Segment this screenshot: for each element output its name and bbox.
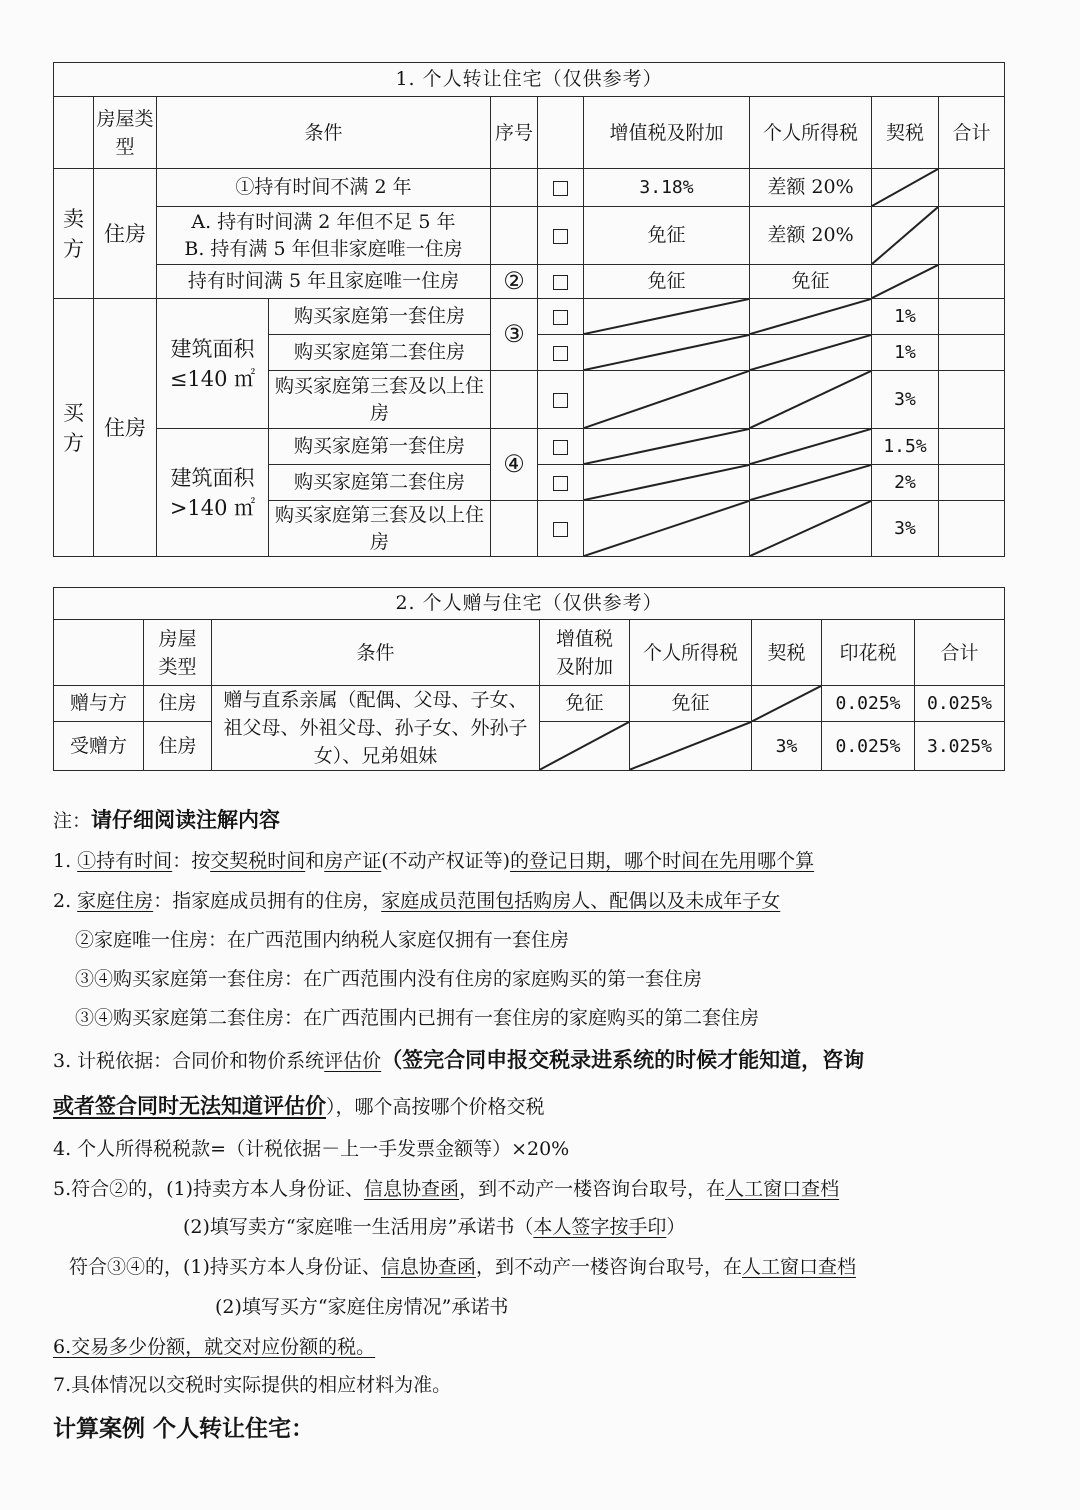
header-vat: 增值税及附加 xyxy=(584,97,750,169)
seller-condition-2a: A. 持有时间满 2 年但不足 5 年 xyxy=(191,210,456,233)
diagonal-slash xyxy=(872,169,938,206)
note-number: 1. xyxy=(53,850,78,872)
note-text: ：指家庭成员拥有的住房， xyxy=(153,890,382,912)
buyer-seq-4: ④ xyxy=(491,429,538,501)
diagonal-slash xyxy=(752,686,821,721)
buyer-vat-1 xyxy=(584,299,750,335)
buyer-desc-1: 购买家庭第一套住房 xyxy=(269,299,491,335)
buyer-area-small: 建筑面积≤140 ㎡ xyxy=(157,299,269,429)
note-bold: （签完合同申报交税录进系统的时候才能知道，咨询 xyxy=(381,1047,865,1072)
note-5-buyer xyxy=(69,1252,856,1279)
buyer-desc-5: 购买家庭第二套住房 xyxy=(269,465,491,501)
table-title: 2. 个人赠与住宅（仅供参考） xyxy=(54,588,1005,620)
case-title: 计算案例 个人转让住宅： xyxy=(53,1415,315,1442)
donor-label: 赠与方 xyxy=(54,686,144,722)
buyer-checkbox-4[interactable] xyxy=(538,429,584,465)
buyer-total-1 xyxy=(939,299,1005,335)
buyer-checkbox-1[interactable] xyxy=(538,299,584,335)
seller-label: 卖方 xyxy=(54,169,94,299)
diagonal-slash xyxy=(750,299,871,334)
donor-stamp: 0.025% xyxy=(822,686,915,722)
donor-total: 0.025% xyxy=(915,686,1005,722)
note-underlined: 房产证 xyxy=(324,850,382,872)
buyer-total-5 xyxy=(939,465,1005,501)
note-underlined: ，哪个时间在先用哪个算 xyxy=(605,850,815,872)
seller-condition-2 xyxy=(157,207,491,265)
diagonal-slash xyxy=(584,299,749,334)
note-5-sub xyxy=(183,1212,685,1239)
note-term: 家庭住房 xyxy=(77,890,154,912)
buyer-income-6 xyxy=(750,501,872,557)
seller-deed-1 xyxy=(872,169,939,207)
seller-condition-2b: B. 持有满 5 年但非家庭唯一住房 xyxy=(184,237,463,260)
note-bold: 或者签合同时无法知道评估价 xyxy=(53,1093,326,1118)
seller-income-1: 差额 20% xyxy=(750,169,872,207)
buyer-area-large: 建筑面积>140 ㎡ xyxy=(157,429,269,557)
note-text: 符合③④的，(1)持买方本人身份证、 xyxy=(69,1256,381,1278)
buyer-vat-3 xyxy=(584,371,750,429)
transfer-tax-table xyxy=(53,62,1005,557)
note-4: 4. 个人所得税税款=（计税依据－上一手发票金额等）×20% xyxy=(53,1138,570,1160)
seller-checkbox-3[interactable] xyxy=(538,265,584,299)
header-house-type: 房屋类型 xyxy=(94,97,157,169)
diagonal-slash xyxy=(872,265,938,298)
buyer-house-type: 住房 xyxy=(94,299,157,557)
buyer-checkbox-5[interactable] xyxy=(538,465,584,501)
buyer-vat-2 xyxy=(584,335,750,371)
diagonal-slash xyxy=(750,465,871,500)
note-underlined: 家庭成员范围包括购房人、配偶以及未成年子女 xyxy=(381,890,781,912)
donor-deed xyxy=(752,686,822,722)
seller-condition-1: ①持有时间不满 2 年 xyxy=(157,169,491,207)
seller-deed-2 xyxy=(872,207,939,265)
buyer-desc-3: 购买家庭第三套及以上住房 xyxy=(269,371,491,429)
note-2-sub-3: ③④购买家庭第二套住房：在广西范围内已拥有一套住房的家庭购买的第二套住房 xyxy=(75,1007,760,1029)
buyer-income-2 xyxy=(750,335,872,371)
buyer-seq-empty-2 xyxy=(491,501,538,557)
gift-tax-table xyxy=(53,587,1005,771)
note-text: (不动产权证等) xyxy=(381,850,511,872)
seller-total-3 xyxy=(939,265,1005,299)
donee-deed: 3% xyxy=(752,722,822,771)
diagonal-slash xyxy=(540,722,629,770)
seller-seq-1 xyxy=(491,169,538,207)
header-condition: 条件 xyxy=(212,620,540,686)
note-2 xyxy=(53,886,780,913)
header-stamp-tax: 印花税 xyxy=(822,620,915,686)
note-underlined: 信息协查函 xyxy=(380,1256,476,1278)
seller-seq-3: ② xyxy=(491,265,538,299)
note-text: ，到不动产一楼咨询台取号，在 xyxy=(459,1178,726,1200)
header-seq: 序号 xyxy=(491,97,538,169)
gift-condition: 赠与直系亲属（配偶、父母、子女、祖父母、外祖父母、孙子女、外孙子女）、兄弟姐妹 xyxy=(212,686,540,771)
note-3 xyxy=(53,1044,864,1074)
buyer-income-1 xyxy=(750,299,872,335)
donor-income: 免征 xyxy=(630,686,752,722)
note-number: 2. xyxy=(53,890,78,912)
buyer-total-3 xyxy=(939,371,1005,429)
donee-total: 3.025% xyxy=(915,722,1005,771)
diagonal-slash xyxy=(872,207,938,264)
header-checkbox xyxy=(538,97,584,169)
buyer-income-5 xyxy=(750,465,872,501)
buyer-deed-3: 3% xyxy=(872,371,939,429)
diagonal-slash xyxy=(750,335,871,370)
buyer-total-6 xyxy=(939,501,1005,557)
header-house-type: 房屋类型 xyxy=(144,620,212,686)
donee-vat xyxy=(540,722,630,771)
donor-house-type: 住房 xyxy=(144,686,212,722)
note-underlined: 的登记日期 xyxy=(510,850,606,872)
diagonal-slash xyxy=(584,465,749,500)
header-party xyxy=(54,620,144,686)
buyer-desc-6: 购买家庭第三套及以上住房 xyxy=(269,501,491,557)
donee-label: 受赠方 xyxy=(54,722,144,771)
buyer-vat-4 xyxy=(584,429,750,465)
donee-income xyxy=(630,722,752,771)
diagonal-slash xyxy=(584,429,749,464)
seller-seq-2 xyxy=(491,207,538,265)
diagonal-slash xyxy=(584,501,749,556)
notes-prefix: 注： xyxy=(53,810,92,832)
note-text: 5.符合②的，(1)持卖方本人身份证、 xyxy=(53,1178,365,1200)
donee-stamp: 0.025% xyxy=(822,722,915,771)
seller-checkbox-1[interactable] xyxy=(538,169,584,207)
note-term: ①持有时间 xyxy=(77,850,173,872)
buyer-total-2 xyxy=(939,335,1005,371)
buyer-deed-1: 1% xyxy=(872,299,939,335)
diagonal-slash xyxy=(584,371,749,428)
buyer-vat-5 xyxy=(584,465,750,501)
buyer-checkbox-3[interactable] xyxy=(538,371,584,429)
note-2-sub-2: ③④购买家庭第一套住房：在广西范围内没有住房的家庭购买的第一套住房 xyxy=(75,968,703,990)
diagonal-slash xyxy=(750,371,871,428)
buyer-desc-2: 购买家庭第二套住房 xyxy=(269,335,491,371)
note-text: ：按 xyxy=(172,850,211,872)
header-deed-tax: 契税 xyxy=(872,97,939,169)
buyer-deed-5: 2% xyxy=(872,465,939,501)
donor-vat: 免征 xyxy=(540,686,630,722)
note-7: 7.具体情况以交税时实际提供的相应材料为准。 xyxy=(53,1374,452,1396)
header-total: 合计 xyxy=(915,620,1005,686)
header-vat: 增值税及附加 xyxy=(540,620,630,686)
seller-checkbox-2[interactable] xyxy=(538,207,584,265)
header-party xyxy=(54,97,94,169)
buyer-deed-6: 3% xyxy=(872,501,939,557)
seller-total-1 xyxy=(939,169,1005,207)
buyer-total-4 xyxy=(939,429,1005,465)
table-title: 1. 个人转让住宅（仅供参考） xyxy=(54,63,1005,97)
header-income-tax: 个人所得税 xyxy=(630,620,752,686)
note-2-sub-1: ②家庭唯一住房：在广西范围内纳税人家庭仅拥有一套住房 xyxy=(75,929,570,951)
note-underlined: 人工窗口查档 xyxy=(741,1256,856,1278)
buyer-income-4 xyxy=(750,429,872,465)
note-underlined: 人工窗口查档 xyxy=(725,1178,840,1200)
note-text: (2)填写卖方“家庭唯一生活用房”承诺书（ xyxy=(183,1216,534,1238)
donee-house-type: 住房 xyxy=(144,722,212,771)
seller-deed-3 xyxy=(872,265,939,299)
seller-income-3: 免征 xyxy=(750,265,872,299)
seller-condition-3: 持有时间满 5 年且家庭唯一住房 xyxy=(157,265,491,299)
note-5-buyer-sub: (2)填写买方“家庭住房情况”承诺书 xyxy=(215,1296,509,1318)
buyer-deed-4: 1.5% xyxy=(872,429,939,465)
buyer-desc-4: 购买家庭第一套住房 xyxy=(269,429,491,465)
notes-heading xyxy=(53,804,280,834)
diagonal-slash xyxy=(750,429,871,464)
note-5 xyxy=(53,1174,839,1201)
buyer-deed-2: 1% xyxy=(872,335,939,371)
note-6: 6.交易多少份额，就交对应份额的税。 xyxy=(53,1336,376,1358)
seller-vat-2: 免征 xyxy=(584,207,750,265)
seller-vat-3: 免征 xyxy=(584,265,750,299)
header-condition: 条件 xyxy=(157,97,491,169)
buyer-income-3 xyxy=(750,371,872,429)
note-text: 3. 计税依据：合同价和物价系统 xyxy=(53,1050,325,1072)
note-text: 和 xyxy=(305,850,325,872)
note-text: ） xyxy=(666,1216,686,1238)
buyer-label: 买方 xyxy=(54,299,94,557)
note-underlined: 本人签字按手印 xyxy=(533,1216,667,1238)
header-total: 合计 xyxy=(939,97,1005,169)
header-deed-tax: 契税 xyxy=(752,620,822,686)
header-income-tax: 个人所得税 xyxy=(750,97,872,169)
seller-vat-1: 3.18% xyxy=(584,169,750,207)
notes-heading-text: 请仔细阅读注解内容 xyxy=(91,807,281,832)
buyer-vat-6 xyxy=(584,501,750,557)
buyer-seq-empty xyxy=(491,371,538,429)
buyer-checkbox-6[interactable] xyxy=(538,501,584,557)
note-text: ，到不动产一楼咨询台取号，在 xyxy=(475,1256,742,1278)
diagonal-slash xyxy=(584,335,749,370)
note-underlined: 信息协查函 xyxy=(364,1178,460,1200)
note-3-cont xyxy=(53,1090,545,1120)
seller-income-2: 差额 20% xyxy=(750,207,872,265)
diagonal-slash xyxy=(750,501,871,556)
diagonal-slash xyxy=(630,722,751,770)
seller-house-type: 住房 xyxy=(94,169,157,299)
note-1 xyxy=(53,846,814,873)
buyer-checkbox-2[interactable] xyxy=(538,335,584,371)
seller-total-2 xyxy=(939,207,1005,265)
note-underlined: 评估价 xyxy=(324,1050,382,1072)
note-text: ），哪个高按哪个价格交税 xyxy=(326,1096,545,1118)
buyer-seq-3: ③ xyxy=(491,299,538,371)
note-underlined: 交契税时间 xyxy=(210,850,306,872)
